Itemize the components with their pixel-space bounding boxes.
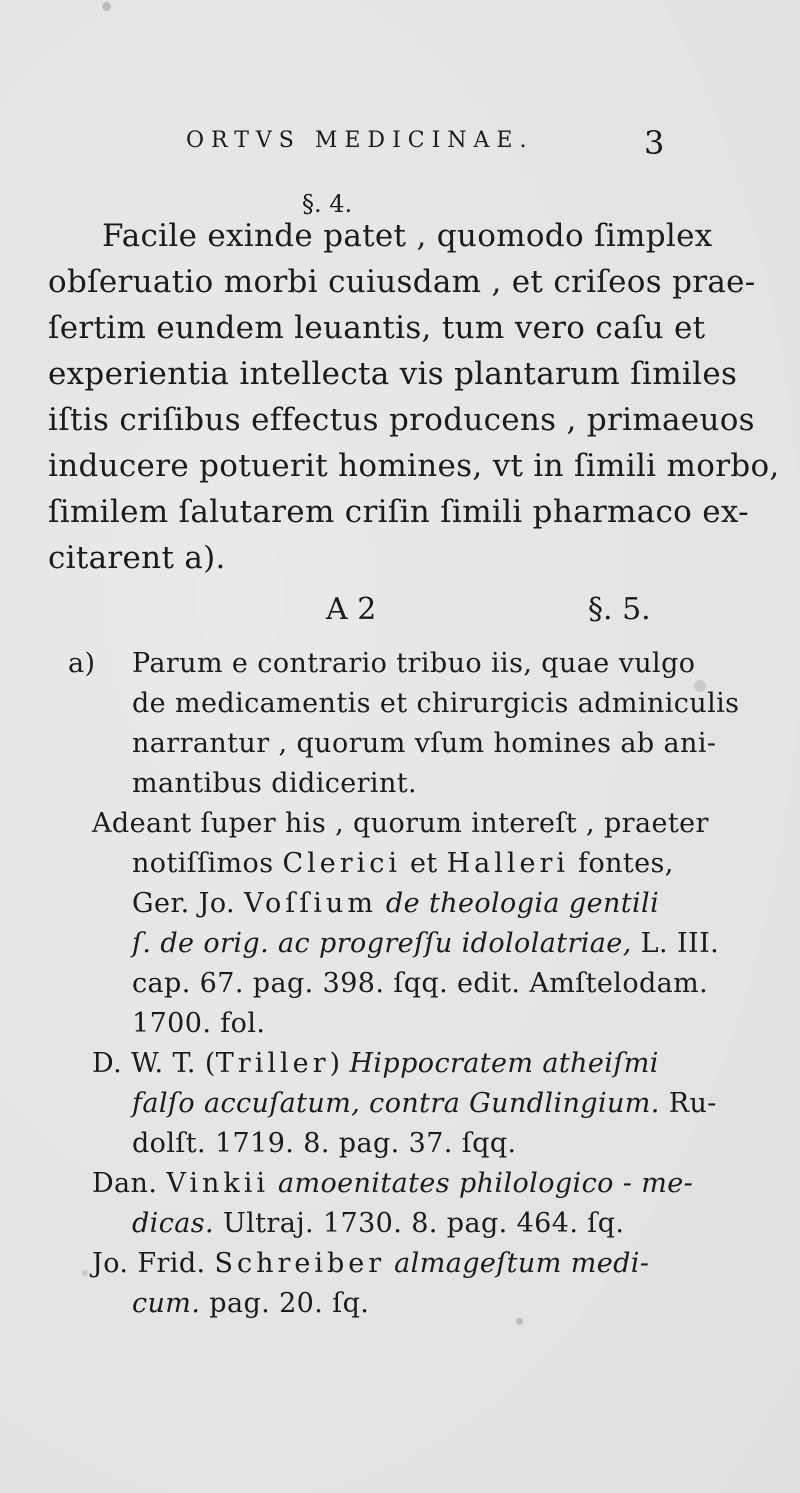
- paper-speck: [82, 1270, 88, 1276]
- reference-triller: D. W. T. (Triller) Hippocratem atheiſmi: [92, 1048, 659, 1079]
- reference-triller: dolſt. 1719. 8. pag. 37. ſqq.: [132, 1128, 517, 1159]
- reference-vinkii: Dan. Vinkii amoenitates philologico - me-: [92, 1168, 694, 1199]
- body-line: citarent a).: [48, 540, 226, 576]
- reference-vinkii: dicas. Ultraj. 1730. 8. pag. 464. ſq.: [132, 1208, 625, 1239]
- catchword: §. 5.: [588, 592, 651, 627]
- body-line: Facile exinde patet , quomodo ſimplex: [102, 218, 713, 254]
- footnote-line: narrantur , quorum vſum homines ab ani-: [132, 728, 717, 759]
- body-line: iſtis criſibus effectus producens , primaeuos: [48, 402, 755, 438]
- body-line: ſimilem ſalutarem criſin ſimili pharmaco ex-: [48, 494, 749, 530]
- section-marker: §. 4.: [302, 190, 353, 218]
- paper-speck: [516, 1318, 523, 1325]
- body-line: ſertim eundem leuantis, tum vero caſu et: [48, 310, 706, 346]
- reference-intro-line: Adeant ſuper his , quorum intereſt , praeter: [92, 808, 709, 839]
- reference-schreiber: Jo. Frid. Schreiber almageſtum medi-: [92, 1248, 650, 1279]
- body-line: obſeruatio morbi cuiusdam , et criſeos prae-: [48, 264, 756, 300]
- reference-vossius: cap. 67. pag. 398. ſqq. edit. Amſtelodam.: [132, 968, 709, 999]
- page-number: 3: [644, 124, 665, 162]
- body-line: inducere potuerit homines, vt in ſimili morbo,: [48, 448, 780, 484]
- reference-intro-line: notiſſimos Clerici et Halleri fontes,: [132, 848, 674, 879]
- reference-triller: falſo accuſatum, contra Gundlingium. Ru-: [132, 1088, 717, 1119]
- footnote-label: a): [68, 648, 96, 679]
- running-title: ORTVS MEDICINAE.: [186, 128, 534, 153]
- footnote-line: mantibus didicerint.: [132, 768, 417, 799]
- signature-mark: A 2: [326, 592, 377, 627]
- reference-vossius: ſ. de orig. ac progreſſu idololatriae, L. III.: [132, 928, 720, 959]
- footnote-line: de medicamentis et chirurgicis adminiculis: [132, 688, 740, 719]
- reference-schreiber: cum. pag. 20. ſq.: [132, 1288, 370, 1319]
- reference-vossius: 1700. fol.: [132, 1008, 266, 1039]
- reference-vossius: Ger. Jo. Voſſium de theologia gentili: [132, 888, 660, 919]
- footnote-line: Parum e contrario tribuo iis, quae vulgo: [132, 648, 696, 679]
- paper-speck: [102, 2, 111, 11]
- body-line: experientia intellecta vis plantarum ſimiles: [48, 356, 738, 392]
